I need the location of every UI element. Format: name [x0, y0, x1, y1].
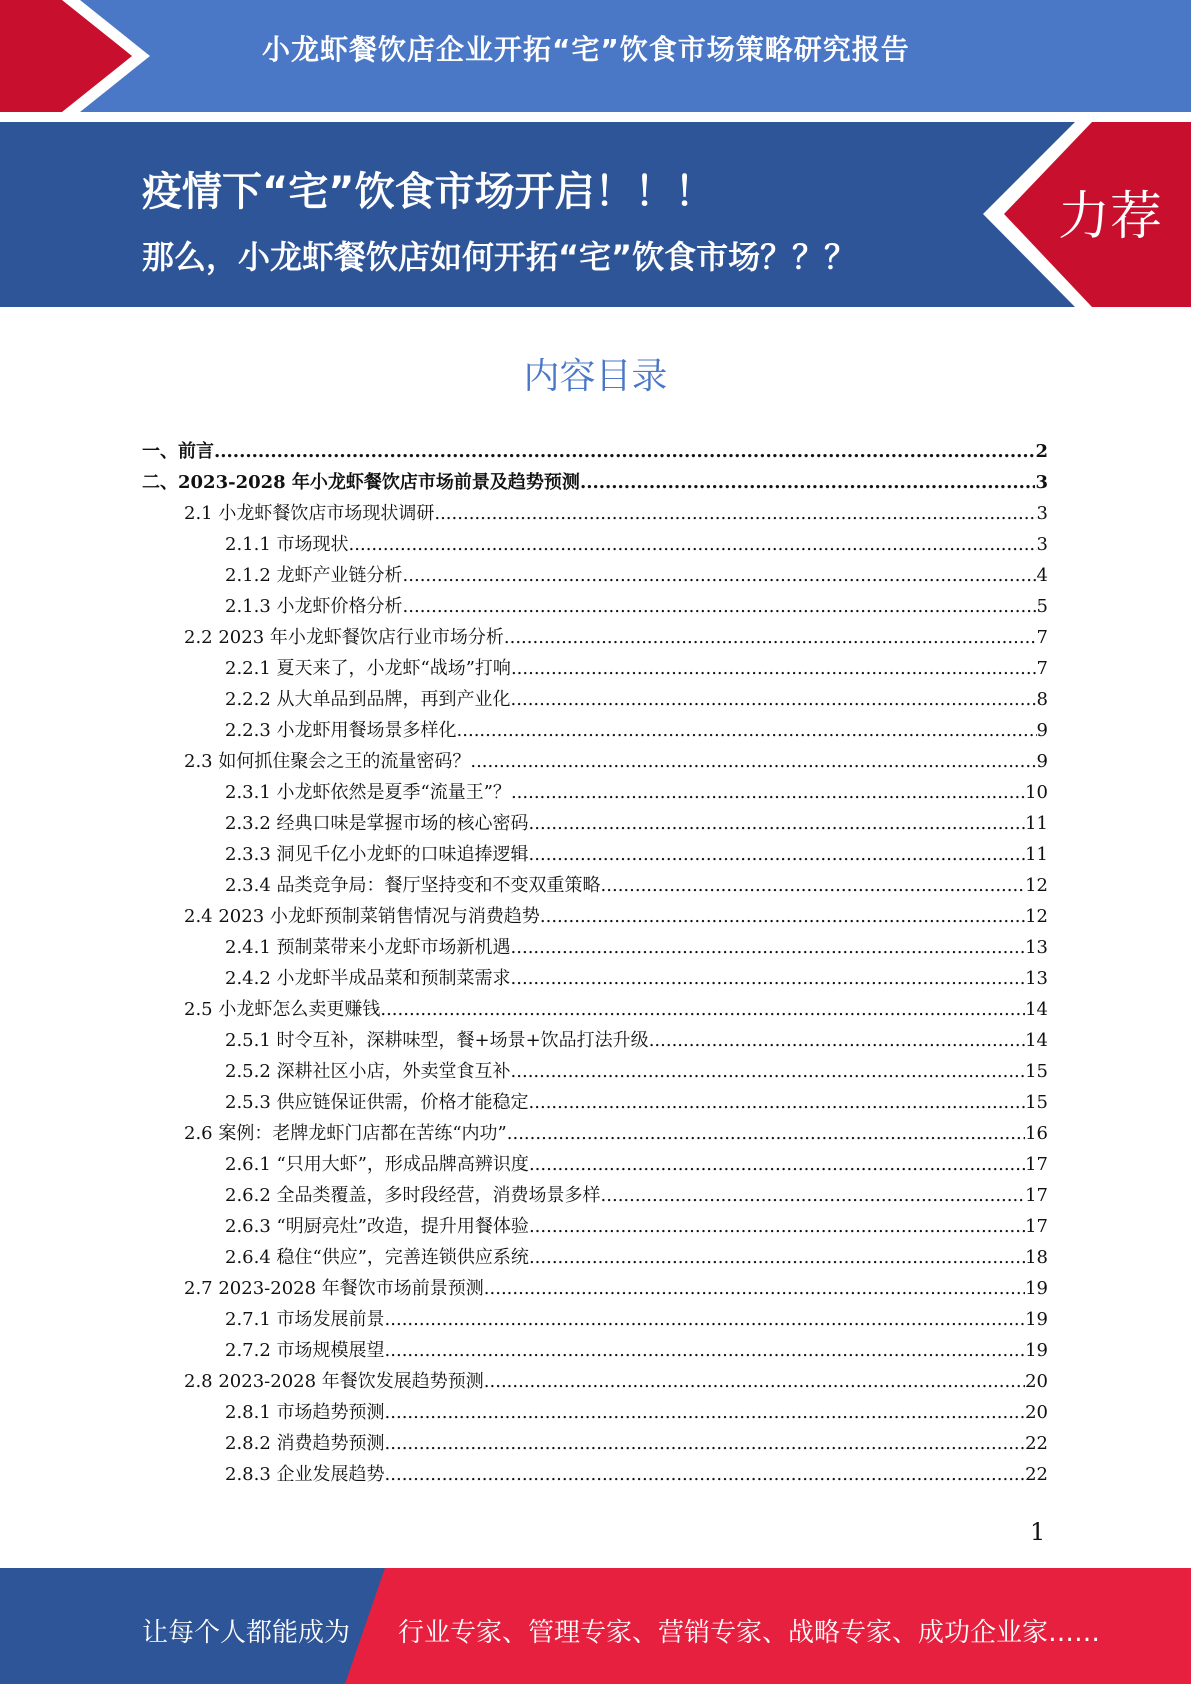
toc-entry[interactable]: 2.7.2 市场规模展望 ..... 19 [225, 1336, 1048, 1367]
toc-entry[interactable]: 2.1 小龙虾餐饮店市场现状调研 ..... 3 [184, 499, 1048, 530]
toc-entry[interactable]: 2.5 小龙虾怎么卖更赚钱 ..... 14 [184, 995, 1048, 1026]
toc-entry[interactable]: 2.7 2023-2028 年餐饮市场前景预测 ..... 19 [184, 1274, 1048, 1305]
toc-entry[interactable]: 2.4.1 预制菜带来小龙虾市场新机遇 ..... 13 [225, 933, 1048, 964]
toc-entry[interactable]: 2.3.4 品类竞争局：餐厅坚持变和不变双重策略 ..... 12 [225, 871, 1048, 902]
page-number: 1 [1030, 1518, 1046, 1546]
toc-entry[interactable]: 2.8.1 市场趋势预测 ..... 20 [225, 1398, 1048, 1429]
toc-entry[interactable]: 2.5.2 深耕社区小店，外卖堂食互补 ..... 15 [225, 1057, 1048, 1088]
toc-entry[interactable]: 2.5.3 供应链保证供需，价格才能稳定 ..... 15 [225, 1088, 1048, 1119]
toc-entry[interactable]: 2.1.1 市场现状 ..... 3 [225, 530, 1048, 561]
toc-entry[interactable]: 2.2 2023 年小龙虾餐饮店行业市场分析 ..... 7 [184, 623, 1048, 654]
toc-title: 内容目录 [523, 356, 668, 397]
toc-entry[interactable]: 一、前言 ..... 2 [142, 437, 1048, 468]
toc-entry[interactable]: 二、2023-2028 年小龙虾餐饮店市场前景及趋势预测 ..... 3 [142, 468, 1048, 499]
toc-entry[interactable]: 2.1.2 龙虾产业链分析 ..... 4 [225, 561, 1048, 592]
toc-entry[interactable]: 2.3.2 经典口味是掌握市场的核心密码 ..... 11 [225, 809, 1048, 840]
header-red-chevron [0, 0, 150, 112]
toc-entry[interactable]: 2.2.2 从大单品到品牌，再到产业化 ..... 8 [225, 685, 1048, 716]
toc-entry[interactable]: 2.4.2 小龙虾半成品菜和预制菜需求 ..... 13 [225, 964, 1048, 995]
toc-entry[interactable]: 2.7.1 市场发展前景 ..... 19 [225, 1305, 1048, 1336]
divider [0, 112, 1191, 122]
report-title: 小龙虾餐饮店企业开拓“宅”饮食市场策略研究报告 [262, 33, 910, 66]
toc-entry[interactable]: 2.4 2023 小龙虾预制菜销售情况与消费趋势 ..... 12 [184, 902, 1048, 933]
recommend-badge: 力荐 [1058, 187, 1163, 247]
hero-banner [0, 122, 1191, 307]
toc-entry[interactable]: 2.2.1 夏天来了，小龙虾“战场”打响 ..... 7 [225, 654, 1048, 685]
hero-headline: 疫情下“宅”饮食市场开启！！！ [142, 169, 715, 215]
toc-entry[interactable]: 2.1.3 小龙虾价格分析 ..... 5 [225, 592, 1048, 623]
toc-entry[interactable]: 2.6.2 全品类覆盖，多时段经营，消费场景多样 ..... 17 [225, 1181, 1048, 1212]
hero-subheadline: 那么，小龙虾餐饮店如何开拓“宅”饮食市场？？？ [142, 238, 857, 276]
footer-slogan-right: 行业专家、管理专家、营销专家、战略专家、成功企业家…… [398, 1618, 1101, 1648]
footer-slogan-left: 让每个人都能成为 [142, 1618, 351, 1648]
toc-entry[interactable]: 2.6 案例：老牌龙虾门店都在苦练“内功” ..... 16 [184, 1119, 1048, 1150]
toc-entry[interactable]: 2.3.3 洞见千亿小龙虾的口味追捧逻辑 ..... 11 [225, 840, 1048, 871]
toc-entry[interactable]: 2.3.1 小龙虾依然是夏季“流量王”？ ..... 10 [225, 778, 1048, 809]
toc-entry[interactable]: 2.3 如何抓住聚会之王的流量密码？ ..... 9 [184, 747, 1048, 778]
toc-entry[interactable]: 2.6.1 “只用大虾”，形成品牌高辨识度 ..... 17 [225, 1150, 1048, 1181]
toc-entry[interactable]: 2.8 2023-2028 年餐饮发展趋势预测 ..... 20 [184, 1367, 1048, 1398]
toc-entry[interactable]: 2.2.3 小龙虾用餐场景多样化 ..... 9 [225, 716, 1048, 747]
toc-entry[interactable]: 2.8.2 消费趋势预测 ..... 22 [225, 1429, 1048, 1460]
toc-entry[interactable]: 2.5.1 时令互补，深耕味型，餐+场景+饮品打法升级 ..... 14 [225, 1026, 1048, 1057]
toc-entry[interactable]: 2.6.4 稳住“供应”，完善连锁供应系统 ..... 18 [225, 1243, 1048, 1274]
toc-entry[interactable]: 2.8.3 企业发展趋势 ..... 22 [225, 1460, 1048, 1491]
toc-entry[interactable]: 2.6.3 “明厨亮灶”改造，提升用餐体验 ..... 17 [225, 1212, 1048, 1243]
